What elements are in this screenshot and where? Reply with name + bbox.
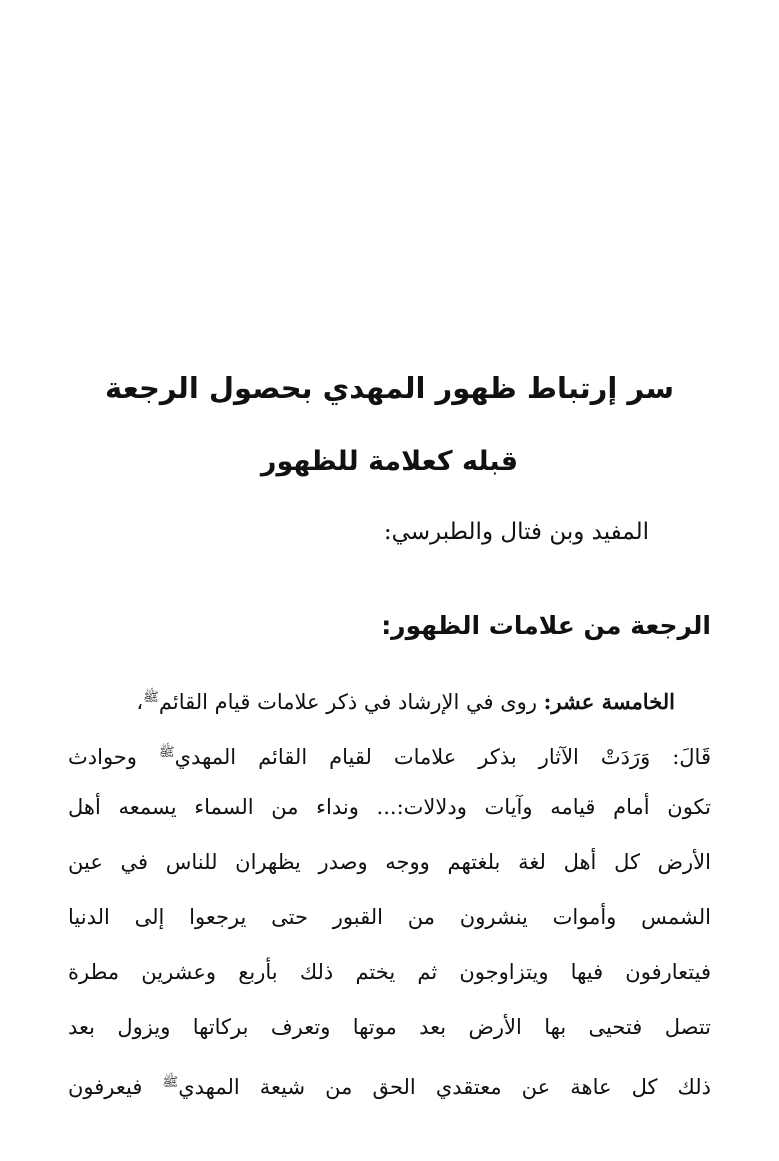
- body-line-1-tail: ،: [136, 690, 144, 714]
- body-line-4: الأرض كل أهل لغة بلغتهم ووجه وصدر يظهران للناس في عين: [68, 850, 711, 874]
- body-line-8-text: ذلك كل عاهة عن معتقدي الحق من شيعة المهدي: [178, 1075, 711, 1099]
- body-line-5: الشمس وأموات ينشرون من القبور حتى يرجعوا إلى الدنيا: [68, 905, 711, 929]
- body-line-3: تكون أمام قيامه وآيات ودلالات:... ونداء من السماء يسمعه أهل: [68, 795, 711, 819]
- body-line-7: تتصل فتحيى بها الأرض بعد موتها وتعرف بركاتها ويزول بعد: [68, 1015, 711, 1039]
- body-line-2: [68, 725, 711, 780]
- chapter-title-line-2: قبله كعلامة للظهور: [260, 446, 519, 477]
- body-line-2-tail: وحوادث: [68, 745, 159, 769]
- body-line-8-tail: فيعرفون: [68, 1075, 163, 1099]
- section-heading: الرجعة من علامات الظهور:: [381, 611, 711, 640]
- body-line-2-text: قَالَ: وَرَدَتْ الآثار بذكر علامات لقيام القائم المهدي: [174, 745, 711, 769]
- body-line-8: [68, 1055, 711, 1110]
- body-line-1-text: روى في الإرشاد في ذكر علامات قيام القائم: [158, 690, 544, 714]
- body-line-1: [68, 670, 711, 725]
- sources-line: المفيد وبن فتال والطبرسي:: [383, 519, 649, 545]
- paragraph-lead: الخامسة عشر:: [543, 689, 675, 714]
- body-line-6: فيتعارفون فيها ويتزاوجون ثم يختم ذلك بأربع وعشرين مطرة: [68, 960, 711, 984]
- honorific-mark: ﷺ: [143, 690, 159, 705]
- body-paragraph: [68, 670, 711, 1110]
- honorific-mark: ﷺ: [158, 745, 175, 760]
- chapter-title-line-1: سر إرتباط ظهور المهدي بحصول الرجعة: [105, 371, 674, 405]
- honorific-mark: ﷺ: [162, 1075, 179, 1090]
